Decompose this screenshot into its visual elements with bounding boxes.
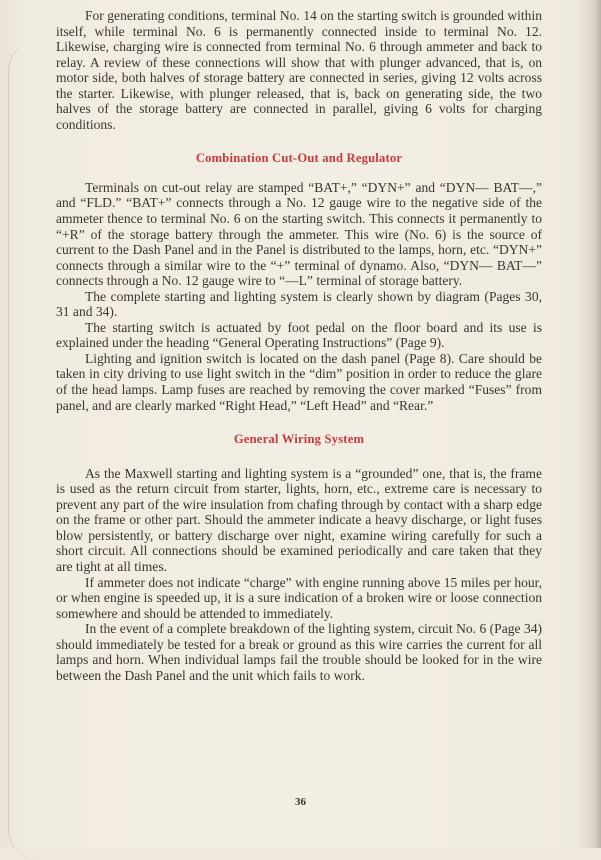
wiring-paragraph-3: In the event of a complete breakdown of the lighting system, circuit No. 6 (Page 34) should immediately be tested for a break or ground as this wire carries the current for all lamps and horn. When individual lamps fail the trouble should be looked for in the wire between the Dash Panel and the unit which fails to work.: [56, 621, 542, 683]
cutout-paragraph-3: The starting switch is actuated by foot pedal on the floor board and its use is explained under the heading “General Operating Instructions” (Page 9).: [56, 319, 542, 351]
cutout-paragraph-2: The complete starting and lighting system is clearly shown by diagram (Pages 30, 31 and 34).: [56, 288, 542, 320]
wiring-paragraph-1: As the Maxwell starting and lighting system is a “grounded” one, that is, the frame is used as the return circuit from starter, lights, horn, etc., extreme care is necessary to prevent any part of the wire insulation from chafing through by contact with a sharp edge on the frame or other part. Should the ammeter indicate a heavy discharge, or light fuses blow persistently, or battery discharge over night, examine wiring carefully for such a short circuit. All connections should be examined periodically and care taken that they are tight at all times.: [56, 465, 542, 574]
section-heading-cutout-regulator: Combination Cut-Out and Regulator: [195, 151, 403, 166]
intro-paragraph: For generating conditions, terminal No. 14 on the starting switch is grounded within itself, while terminal No. 6 is permanently connected inside to terminal No. 12. Likewise, charging wire is connected from terminal No. 6 through ammeter and back to relay. A review of these connections will show that with plunger advanced, that is, on motor side, both halves of storage battery are connected in series, giving 12 volts across the starter. Likewise, with plunger released, that is, back on generating side, the two halves of the storage battery are connected in parallel, giving 6 volts for charging conditions.: [56, 8, 542, 132]
wiring-paragraph-2: If ammeter does not indicate “charge” with engine running above 15 miles per hour, or when engine is speeded up, it is a sure indication of a broken wire or loose connection somewhere and should be attended to immediately.: [56, 574, 542, 621]
page-number: 36: [295, 796, 306, 808]
page-curl-shadow: [8, 40, 39, 860]
page-content: [56, 8, 542, 683]
cutout-paragraph-1: Terminals on cut-out relay are stamped “BAT+,” “DYN+” and “DYN— BAT—,” and “FLD.” “BAT+” connects through a No. 12 gauge wire to the negative side of the ammeter thence to terminal No. 6 on the starting switch. This connects it permanently to “+R” of the storage battery through the ammeter. This wire (No. 6) is the source of current to the Dash Panel and in the Panel is distributed to the lamps, horn, etc. “DYN+” connects through a similar wire to the “+” terminal of dynamo. Also, “DYN— BAT—” connects through a No. 12 gauge wire to “—L” terminal of storage battery.: [56, 179, 542, 289]
cutout-paragraph-4: Lighting and ignition switch is located on the dash panel (Page 8). Care should be taken in city driving to use light switch in the “dim” position in order to reduce the glare of the head lamps. Lamp fuses are reached by removing the cover marked “Fuses” from panel, and are clearly marked “Right Head,” “Left Head” and “Rear.”: [56, 350, 542, 413]
section-heading-general-wiring: General Wiring System: [233, 432, 365, 447]
